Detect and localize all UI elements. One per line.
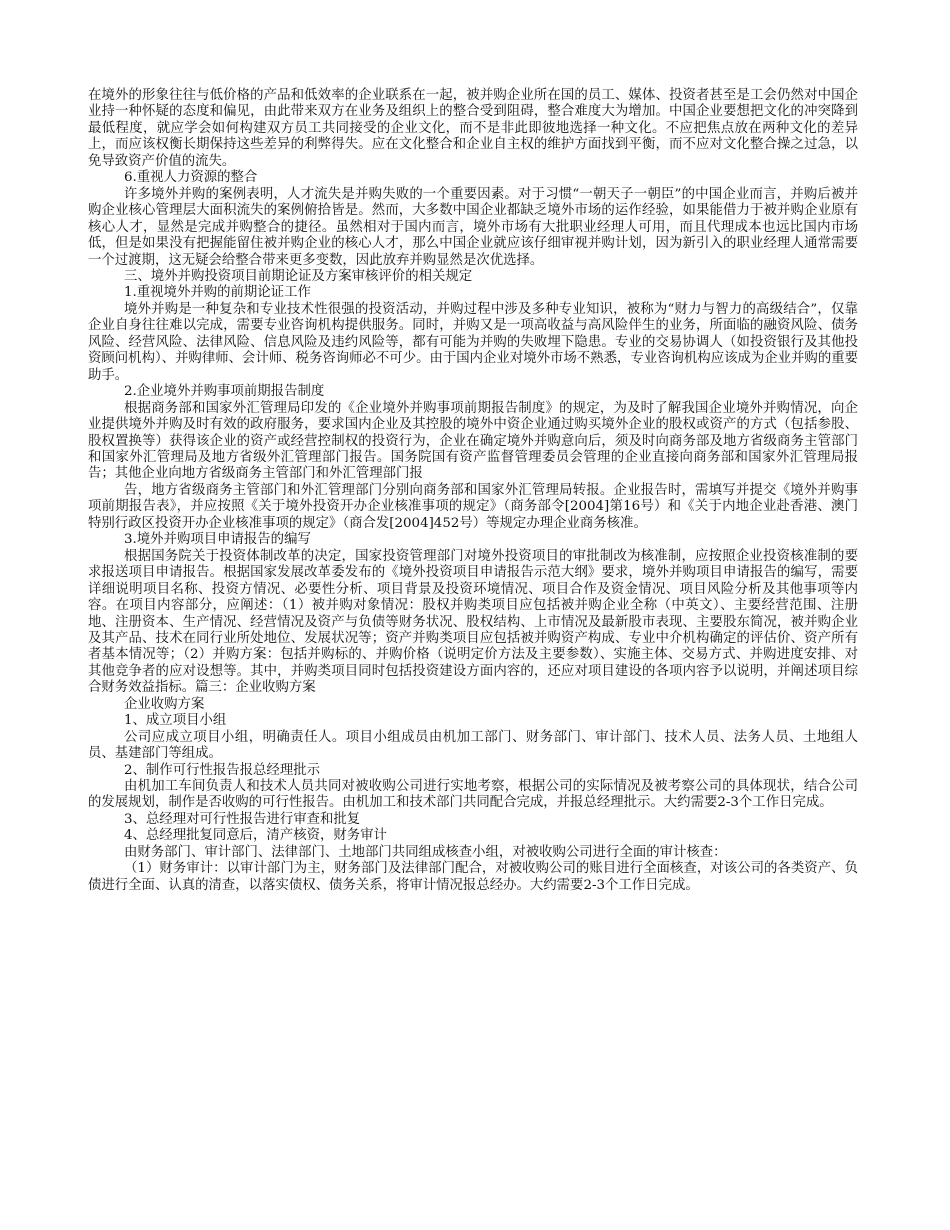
paragraph: 由机加工车间负责人和技术人员共同对被收购公司进行实地考察，根据公司的实际情况及被考察公司的具体现状，结合公司的发展规划，制作是否收购的可行性报告。由机加工和技术部门共同配合完成，并报总经理批示。大约需要2-3个工作日完成。 bbox=[88, 779, 858, 811]
paragraph: 境外并购是一种复杂和专业技术性很强的投资活动，并购过程中涉及多种专业知识，被称为“财力与智力的高级结合”，仅靠企业自身往往难以完成，需要专业咨询机构提供服务。同时，并购又是一项高收益与高风险伴生的业务，所面临的融资风险、债务风险、经营风险、法律风险、信息风险及违约风险等，都有可能为并购的失败埋下隐患。专业的交易协调人（如投资银行及其他投资顾问机构）、并购律师、会计师、税务咨询师必不可少。由于国内企业对境外市场不熟悉，专业咨询机构应该成为企业并购的重要助手。 bbox=[88, 301, 858, 383]
paragraph: （1）财务审计：以审计部门为主，财务部门及法律部门配合，对被收购公司的账目进行全面核查，对该公司的各类资产、负债进行全面、认真的清查，以落实债权、债务关系，将审计情况报总经办。大约需要2-3个工作日完成。 bbox=[88, 861, 858, 893]
section-heading: 三、境外并购投资项目前期论证及方案审核评价的相关规定 bbox=[124, 268, 473, 284]
section-heading: 2、制作可行性报告报总经理批示 bbox=[124, 762, 320, 778]
paragraph: 公司应成立项目小组，明确责任人。项目小组成员由机加工部门、财务部门、审计部门、技术人员、法务人员、土地组人员、基建部门等组成。 bbox=[88, 729, 858, 762]
section-heading: 1.重视境外并购的前期论证工作 bbox=[124, 285, 311, 301]
paragraph: 告，地方省级商务主管部门和外汇管理部门分别向商务部和国家外汇管理局转报。企业报告时，需填写并提交《境外并购事项前期报告表》，并应按照《关于境外投资开办企业核准事项的规定》（商务部令[2004]第16号）和《关于内地企业赴香港、澳门特别行政区投资开办企业核准事项的规定》（商合发[2004]452号）等规定办理企业商务核准。 bbox=[88, 482, 858, 531]
paragraph: 在境外的形象往往与低价格的产品和低效率的企业联系在一起，被并购企业所在国的员工、媒体、投资者甚至是工会仍然对中国企业持一种怀疑的态度和偏见，由此带来双方在业务及组织上的整合受到阻碍，整合难度大为增加。中国企业要想把文化的冲突降到最低程度，就应学会如何构建双方员工共同接受的企业文化，而不是非此即彼地选择一种文化。不应把焦点放在两种文化的差异上，而应该权衡长期保持这些差异的利弊得失。应在文化整合和企业自主权的维护方面找到平衡，而不应对文化整合操之过急，以免导致资产价值的流失。 bbox=[88, 88, 858, 169]
paragraph: 由财务部门、审计部门、法律部门、土地部门共同组成核查小组，对被收购公司进行全面的审计核查： bbox=[124, 844, 727, 860]
section-heading: 企业收购方案 bbox=[124, 696, 205, 712]
section-heading: 1、成立项目小组 bbox=[124, 713, 227, 729]
paragraph: 根据国务院关于投资体制改革的决定，国家投资管理部门对境外投资项目的审批制改为核准制，应按照企业投资核准制的要求报送项目申请报告。根据国家发展改革委发布的《境外投资项目申请报告示范大纲》要求，境外并购项目申请报告的编写，需要详细说明项目名称、投资方情况、必要性分析、项目背景及投资环境情况、项目合作及资金情况、项目风险分析及其他事项等内容。在项目内容部分，应阐述：（1）被并购对象情况：股权并购类项目应包括被并购企业全称（中英文）、主要经营范围、注册地、注册资本、生产情况、经营情况及资产与负债等财务状况、股权结构、上市情况及最新股市表现、主要股东简况，被并购企业及其产品、技术在同行业所处地位、发展状况等；资产并购类项目应包括被并购资产构成、专业中介机构确定的评估价、资产所有者基本情况等；（2）并购方案：包括并购标的、并购价格（说明定价方法及主要参数）、实施主体、交易方式、并购进度安排、对其他竞争者的应对设想等。其中，并购类项目同时包括投资建设方面内容的，还应对项目建设的各项内容予以说明，并阐述项目综合财务效益指标。篇三：企业收购方案 bbox=[88, 548, 858, 696]
paragraph: 根据商务部和国家外汇管理局印发的《企业境外并购事项前期报告制度》的规定，为及时了解我国企业境外并购情况，向企业提供境外并购及时有效的政府服务，要求国内企业及其控股的境外中资企业通过购买境外企业的股权或资产的方式（包括参股、股权置换等）获得该企业的资产或经营控制权的投资行为，企业在确定境外并购意向后，须及时向商务部及地方省级商务主管部门和国家外汇管理局及地方省级外汇管理部门报告。国务院国有资产监督管理委员会管理的企业直接向商务部和国家外汇管理局报告；其他企业向地方省级商务主管部门和外汇管理部门报 bbox=[88, 400, 858, 482]
section-heading: 6.重视人力资源的整合 bbox=[124, 170, 258, 186]
section-heading: 2.企业境外并购事项前期报告制度 bbox=[124, 384, 325, 400]
document-page bbox=[88, 88, 858, 894]
section-heading: 3.境外并购项目申请报告的编写 bbox=[124, 532, 311, 548]
section-heading: 3、总经理对可行性报告进行审查和批复 bbox=[124, 811, 361, 827]
paragraph: 许多境外并购的案例表明，人才流失是并购失败的一个重要因素。对于习惯“一朝天子一朝臣”的中国企业而言，并购后被并购企业核心管理层大面积流失的案例俯拾皆是。然而，大多数中国企业都缺乏境外市场的运作经验，如果能借力于被并购企业原有核心人才，显然是完成并购整合的捷径。虽然相对于国内而言，境外市场有大批职业经理人可用，而且代理成本也远比国内市场低，但是如果没有把握能留住被并购企业的核心人才，那么中国企业就应该仔细审视并购计划，因为新引入的职业经理人通常需要一个过渡期，这无疑会给整合带来更多变数，因此放弃并购显然是次优选择。 bbox=[88, 186, 858, 268]
section-heading: 4、总经理批复同意后，清产核资，财务审计 bbox=[124, 828, 387, 844]
